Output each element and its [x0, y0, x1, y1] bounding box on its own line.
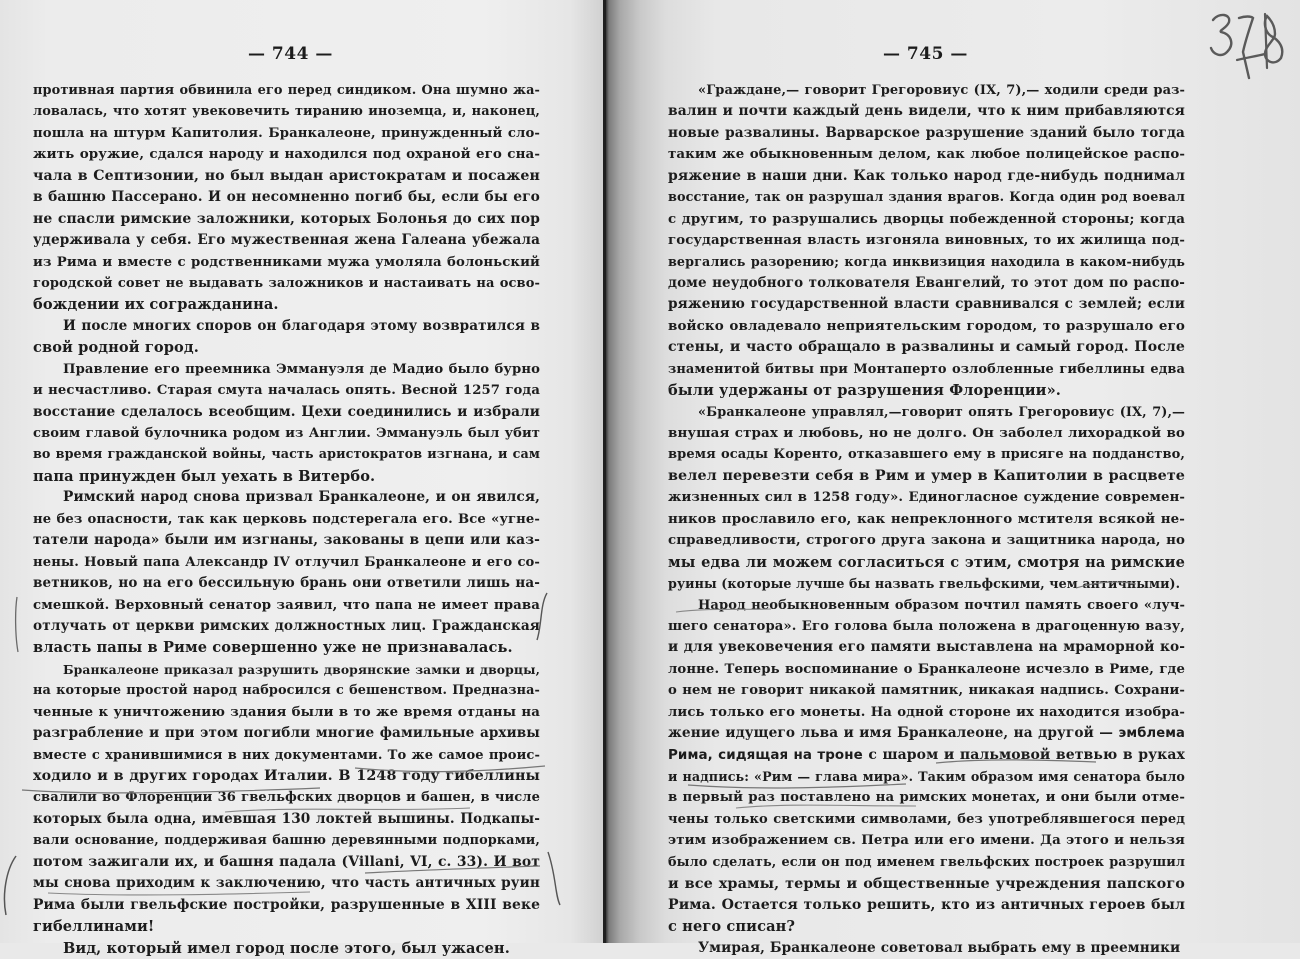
pencil-underline-8: [936, 760, 1096, 763]
text-line: из Рима и вместе с родственниками мужа умоляла болоньский: [33, 254, 540, 270]
text-line: разграбление и при этом погибли многие фамильные архивы: [33, 725, 540, 742]
text-line: ходило и в других городах Италии. В 1248 году гибеллины: [33, 768, 540, 784]
text-line: этим изображением св. Петра или его имени. Да этого и нельзя: [668, 832, 1185, 849]
text-line: восстание сделалось всеобщим. Цехи соединились и избрали: [33, 403, 540, 420]
text-line: папа принужден был уехать в Витербо.: [33, 467, 376, 485]
text-line: ряжение в наши дни. Как только народ где-нибудь поднимал: [668, 167, 1185, 184]
pencil-bracket-left-2: [4, 856, 16, 915]
text-line: которых была одна, имевшая 130 локтей вышины. Подкапы-: [33, 810, 540, 827]
text-line: чены только светскими символами, без употреблявшегося перед: [668, 811, 1185, 827]
text-line: Правление его преемника Эммануэля де Мадио было бурно: [63, 361, 540, 377]
pencil-underline-2: [22, 788, 320, 793]
text-line: Бранкалеоне приказал разрушить дворянские замки и дворцы,: [63, 661, 540, 677]
text-line: жить оружие, сдался народу и находился под охраной его сна-: [33, 146, 540, 163]
text-line: противная партия обвинила его перед синдиком. Она шумно жа-: [33, 83, 540, 98]
pencil-annotations-right: [606, 0, 1300, 943]
text-line: справедливости, строгого друга закона и защитника народа, но: [668, 532, 1185, 549]
text-line: и для увековечения его памяти выставлена на мраморной ко-: [668, 639, 1185, 656]
text-line: Рима были гвельфские постройки, разрушенные в XIII веке: [33, 896, 540, 913]
text-line: лись только его монеты. На одной стороне их находится изобра-: [668, 704, 1185, 720]
text-line: Рима. Остается только решить, кто из античных героев был: [668, 896, 1185, 913]
pencil-annotations-left: [0, 0, 606, 943]
page-number-left: — 744 —: [248, 44, 333, 64]
text-line: и несчастливо. Старая смута началась опять. Весной 1257 года: [33, 383, 540, 399]
text-line: с другим, то разрушались дворцы побежденной стороны; когда: [668, 210, 1185, 227]
text-line: ряжению государственной власти сравнивался с землей; если: [668, 296, 1185, 313]
pencil-underline-10: [736, 805, 916, 808]
pencil-bracket-left-1: [16, 597, 18, 652]
text-line: «Граждане,— говорит Грегоровиус (IX, 7),— ходили среди раз-: [698, 83, 1185, 98]
text-line: внушая страх и любовь, но не долго. Он заболел лихорадкой во: [668, 425, 1185, 441]
text-line: шего сенатора». Его голова была положена в драгоценную вазу,: [668, 618, 1185, 634]
text-line: Римский народ снова призвал Бранкалеоне, и он явился,: [63, 489, 540, 506]
text-line: знаменитой битвы при Монтаперто озлобленные гибеллины едва: [668, 361, 1185, 377]
text-line: «Бранкалеоне управлял,—говорит опять Грегоровиус (IX, 7),—: [698, 404, 1185, 420]
text-line: вместе с хранившимися в них документами. То же самое проис-: [33, 747, 540, 763]
text-line: вергались разорению; когда инквизиция находила в каком-нибудь: [668, 254, 1185, 270]
text-line: отлучать от церкви римских должностных лиц. Гражданская: [33, 617, 540, 634]
text-line: бождении их согражданина.: [33, 296, 279, 314]
emphasized-text: эмблема: [1118, 726, 1185, 742]
text-line: Вид, который имел город после этого, был ужасен.: [63, 939, 510, 957]
text-line: мы снова приходим к заключению, что часть античных руин: [33, 875, 540, 892]
text-line: не спасли римские заложники, которых Болонья до сих пор: [33, 210, 540, 227]
handwritten-folio-number: [1205, 8, 1297, 80]
text-line: не без опасности, так как церковь подстерегала его. Все «угне-: [33, 511, 540, 527]
text-line: татели народа» были им изгнаны, закованы в цепи или каз-: [33, 532, 540, 549]
pencil-underline-6: [1076, 582, 1136, 588]
text-line: государственная власть изгоняла виновных, то их жилища под-: [668, 233, 1185, 249]
text-line: новые развалины. Варварское разрушение зданий было тогда: [668, 124, 1185, 141]
pencil-underline-9: [688, 784, 906, 788]
text-line: Народ необыкновенным образом почтил память своего «луч-: [698, 597, 1185, 613]
text-line: смешкой. Верховный сенатор заявил, что папа не имеет права: [33, 596, 540, 613]
text-line: гибеллинами!: [33, 918, 155, 936]
text-line: время осады Коренто, отказавшего ему в присяге на подданство,: [668, 447, 1185, 463]
text-line: и надпись: «Рим — глава мира». Таким образом имя сенатора было: [668, 769, 1185, 784]
text-line: с него списан?: [668, 918, 796, 936]
text-line: власть папы в Риме совершенно уже не признавалась.: [33, 639, 513, 657]
text-line: ченные к уничтожению здания были в то же время отданы на: [33, 703, 540, 720]
text-line: восстание, так он разрушал здания врагов. Когда один род воевал: [668, 190, 1185, 206]
text-line: о нем не говорит никакой памятник, никакая надпись. Сохрани-: [668, 683, 1185, 699]
text-line: на которые простой народ набросился с бешенством. Предназна-: [33, 683, 540, 699]
text-line: и все храмы, термы и общественные учреждения папского: [668, 875, 1185, 893]
text-line: И после многих споров он благодаря этому возвратился в: [63, 317, 540, 334]
text-line: Умирая, Бранкалеоне советовал выбрать ему в преемники: [698, 939, 1181, 956]
text-line: в первый раз поставлено на римских монетах, и они были отме-: [668, 790, 1185, 806]
text-line: нены. Новый папа Александр IV отлучил Бранкалеоне и его со-: [33, 554, 540, 570]
text-line: городской совет не выдавать заложников и настаивать на осво-: [33, 275, 540, 291]
text-line: валин и почти каждый день видели, что к ним прибавляются: [668, 103, 1185, 120]
pencil-underline-4: [365, 866, 540, 873]
pencil-underline-5: [48, 892, 310, 895]
text-line: потом зажигали их, и башня падала (Villani, VI, c. 33). И вот: [33, 853, 540, 870]
text-line: ветников, но на его бессильную брань они ответили лишь на-: [33, 575, 540, 592]
text-line: в башню Пассерано. И он несомненно погиб бы, если бы его: [33, 189, 540, 206]
pencil-bracket-right-1: [537, 593, 547, 640]
text-line: было сделать, если он под именем гвельфских построек разрушил: [668, 854, 1185, 870]
page-number-right: — 745 —: [883, 44, 968, 64]
text-line: были удержаны от разрушения Флоренции».: [668, 382, 1061, 400]
text-line: своим главой булочника родом из Англии. Эммануэль был убит: [33, 426, 540, 441]
pencil-underline-3: [225, 808, 470, 812]
text-line: вали основание, поддерживая башню деревянными подпорками,: [33, 833, 540, 849]
text-line: велел перевезти себя в Рим и умер в Капитолии в расцвете: [668, 467, 1185, 484]
text-line: стены, и часто обращало в развалины и самый город. После: [668, 339, 1185, 356]
text-line: лонне. Теперь воспоминание о Бранкалеоне исчезло в Риме, где: [668, 661, 1185, 677]
text-line: чала в Септизонии, но был выдан аристократам и посажен: [33, 167, 540, 184]
text-line: таким же обыкновенным делом, как любое полицейское распо-: [668, 146, 1185, 163]
text-line: удерживала у себя. Его мужественная жена Галеана убежала: [33, 232, 540, 249]
text-line: руины (которые лучше бы назвать гвельфскими, чем античными).: [668, 576, 1181, 592]
text-line: свой родной город.: [33, 339, 199, 357]
left-page: [0, 0, 606, 957]
text-line: ников прославило его, как непреклонного мстителя всякой не-: [668, 510, 1185, 527]
text-line: войско овладевало неприятельским городом, то разрушало его: [668, 317, 1185, 334]
text-line: ловалась, что хотят увековечить тиранию иноземца, и, наконец,: [33, 104, 540, 120]
text-line: пошла на штурм Капитолия. Бранкалеоне, принужденный сло-: [33, 125, 540, 141]
pencil-underline-7: [676, 609, 771, 612]
emphasized-text: Рима, сидящая на троне: [668, 747, 863, 763]
text-line: во время гражданской войны, часть аристократов изгнана, и сам: [33, 447, 540, 463]
right-page: [606, 0, 1300, 956]
text-segment: жение идущего льва и имя Бранкалеоне, на другой —: [668, 725, 1119, 742]
text-segment: с шаром и пальмовой ветвью в руках: [862, 746, 1185, 763]
text-line: доме неудобного толкователя Евангелий, то этот дом по распо-: [668, 274, 1185, 291]
pencil-bracket-right-2: [548, 852, 560, 905]
text-line: жизненных сил в 1258 году». Единогласное суждение современ-: [668, 490, 1185, 506]
text-line: свалили во Флоренции 36 гвельфских дворцов и башен, в числе: [33, 790, 540, 806]
text-line: мы едва ли можем согласиться с этим, смотря на римские: [668, 553, 1185, 571]
pencil-underline-1: [355, 766, 545, 772]
